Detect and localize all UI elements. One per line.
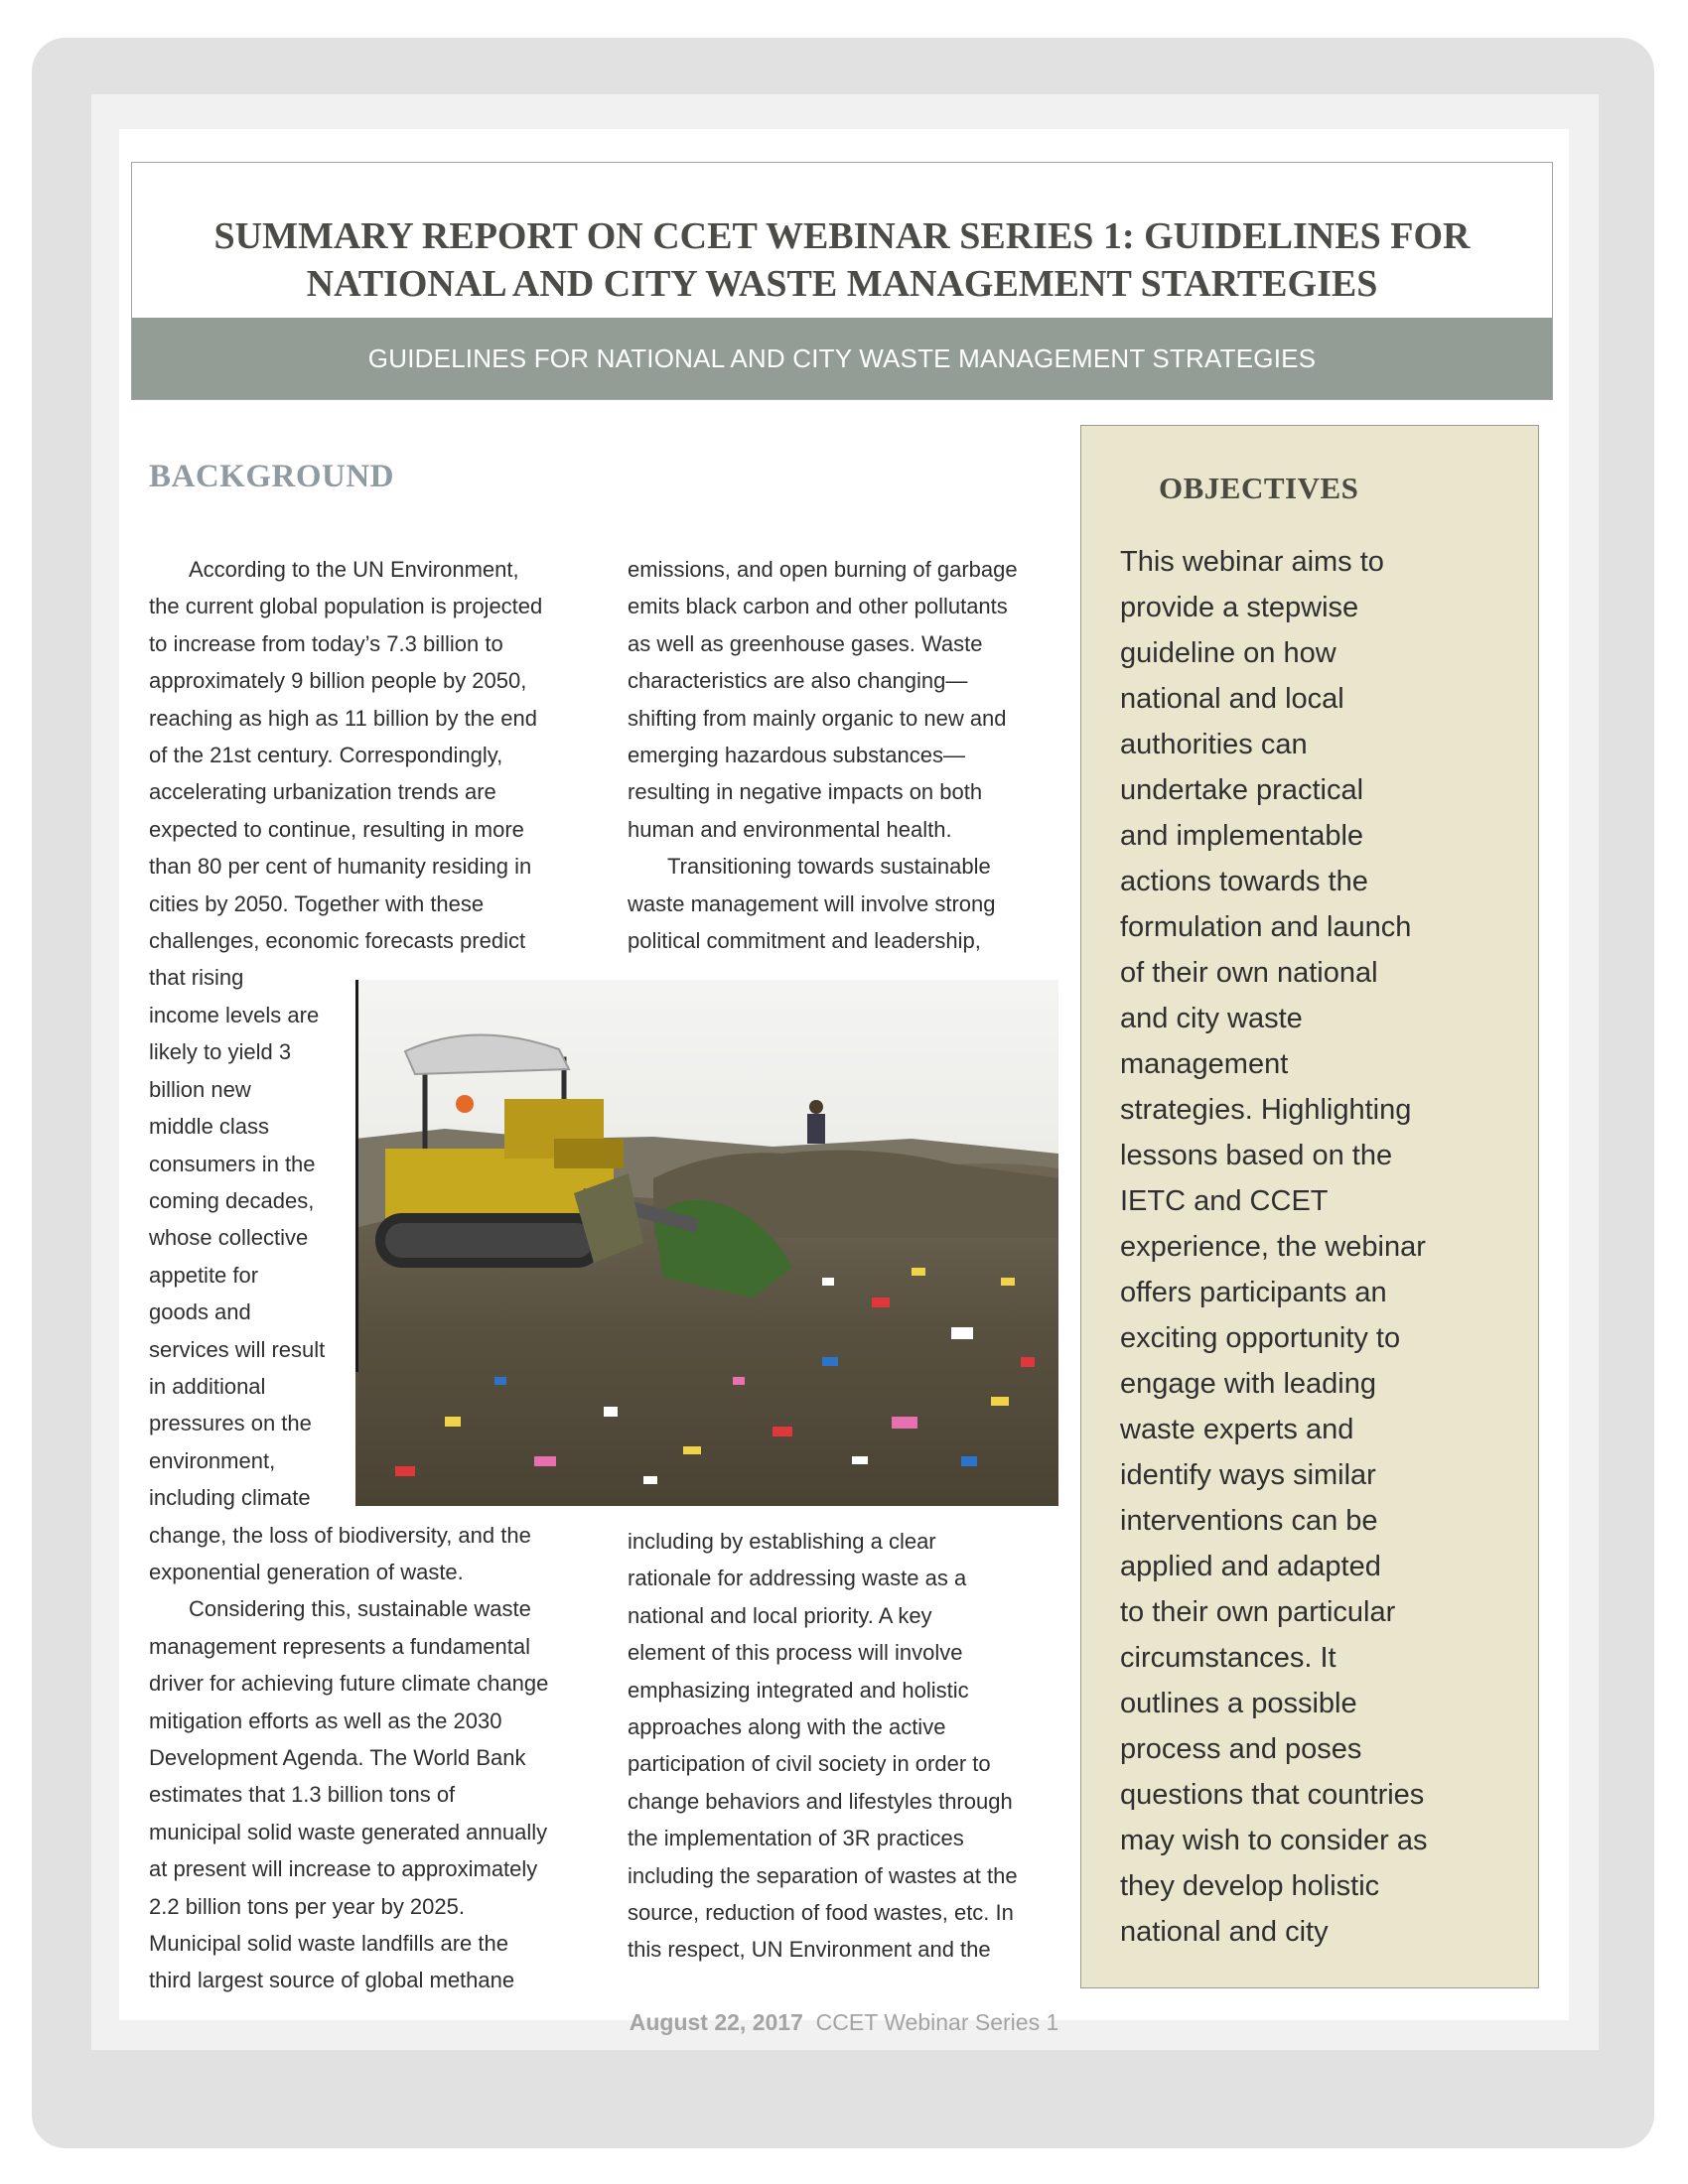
document-title: SUMMARY REPORT ON CCET WEBINAR SERIES 1: GUIDELINES FOR NATIONAL AND CITY WASTE MANAGEMENT STARTEGIES — [213, 215, 1471, 305]
text-line: process and poses — [1120, 1733, 1362, 1765]
footer-date: August 22, 2017 — [629, 2009, 803, 2035]
text-line: provide a stepwise — [1120, 592, 1359, 623]
objectives-box — [1080, 425, 1539, 1988]
text-line: coming decades, — [149, 1187, 315, 1213]
text-line: source, reduction of food wastes, etc. In — [628, 1900, 1014, 1926]
text-line: driver for achieving future climate change — [149, 1671, 549, 1697]
text-line: lessons based on the — [1120, 1140, 1393, 1171]
text-line: environment, — [149, 1447, 276, 1473]
text-line: approaches along with the active — [628, 1714, 946, 1740]
text-line: of their own national — [1120, 957, 1378, 989]
text-line: than 80 per cent of humanity residing in — [149, 854, 532, 880]
text-line: Development Agenda. The World Bank — [149, 1745, 526, 1770]
text-line: as well as greenhouse gases. Waste — [628, 630, 983, 656]
text-line: expected to continue, resulting in more — [149, 816, 524, 842]
text-line: questions that countries — [1120, 1779, 1425, 1811]
text-line: rationale for addressing waste as a — [628, 1566, 967, 1591]
text-line: at present will increase to approximately — [149, 1856, 538, 1882]
text-line: shifting from mainly organic to new and — [628, 705, 1007, 731]
text-line: and implementable — [1120, 820, 1364, 852]
photo-left-border — [355, 980, 358, 1372]
text-line: the implementation of 3R practices — [628, 1826, 964, 1851]
text-line: identify ways similar — [1120, 1459, 1376, 1491]
text-line: approximately 9 billion people by 2050, — [149, 668, 527, 694]
text-line: experience, the webinar — [1120, 1231, 1426, 1263]
text-line: to their own particular — [1120, 1596, 1396, 1628]
text-line: IETC and CCET — [1120, 1185, 1329, 1217]
text-line: According to the UN Environment, — [189, 557, 519, 582]
text-line: political commitment and leadership, — [628, 928, 981, 954]
text-line: billion new — [149, 1076, 251, 1102]
background-column-2-bottom — [628, 1523, 1064, 1969]
text-line: to increase from today’s 7.3 billion to — [149, 630, 503, 656]
text-line: Municipal solid waste landfills are the — [149, 1931, 508, 1957]
text-line: change, the loss of biodiversity, and the — [149, 1522, 531, 1548]
text-line: management — [1120, 1048, 1289, 1080]
text-line: national and local — [1120, 683, 1344, 715]
text-line: mitigation efforts as well as the 2030 — [149, 1707, 502, 1733]
text-line: third largest source of global methane — [149, 1968, 515, 1993]
text-line: consumers in the — [149, 1151, 316, 1176]
footer-series: CCET Webinar Series 1 — [815, 2009, 1059, 2035]
text-line: Transitioning towards sustainable — [667, 854, 991, 880]
text-line: emphasizing integrated and holistic — [628, 1677, 969, 1703]
text-line: engage with leading — [1120, 1368, 1376, 1400]
landfill-bulldozer-photo — [355, 980, 1058, 1506]
text-line: emissions, and open burning of garbage — [628, 557, 1018, 582]
text-line: waste experts and — [1120, 1414, 1354, 1445]
text-line: estimates that 1.3 billion tons of — [149, 1782, 456, 1808]
text-line: likely to yield 3 — [149, 1039, 292, 1065]
subtitle-band — [132, 318, 1552, 399]
background-column-2-top — [628, 551, 1064, 959]
text-line: middle class — [149, 1114, 270, 1140]
text-line: and city waste — [1120, 1003, 1303, 1034]
text-line: they develop holistic — [1120, 1870, 1380, 1902]
title-box — [131, 162, 1553, 400]
text-line: element of this process will involve — [628, 1640, 963, 1666]
text-line: appetite for — [149, 1262, 259, 1288]
text-line: emerging hazardous substances— — [628, 743, 965, 768]
text-line: human and environmental health. — [628, 816, 952, 842]
text-line: in additional — [149, 1373, 266, 1399]
text-line: emits black carbon and other pollutants — [628, 594, 1008, 619]
text-line: 2.2 billion tons per year by 2025. — [149, 1893, 465, 1919]
text-line: actions towards the — [1120, 866, 1368, 897]
text-line: municipal solid waste generated annually — [149, 1819, 548, 1844]
text-line: of the 21st century. Correspondingly, — [149, 743, 503, 768]
text-line: undertake practical — [1120, 774, 1364, 806]
document-subtitle: GUIDELINES FOR NATIONAL AND CITY WASTE MANAGEMENT STRATEGIES — [367, 342, 1317, 373]
text-line: including the separation of wastes at the — [628, 1862, 1018, 1888]
text-line: goods and — [149, 1299, 251, 1325]
text-line: This webinar aims to — [1120, 546, 1384, 578]
text-line: Considering this, sustainable waste — [189, 1596, 531, 1622]
page-footer — [0, 2009, 1688, 2036]
text-line: offers participants an — [1120, 1277, 1387, 1308]
text-line: guideline on how — [1120, 637, 1336, 669]
text-line: accelerating urbanization trends are — [149, 779, 496, 805]
text-line: income levels are — [149, 1002, 320, 1027]
text-line: including by establishing a clear — [628, 1529, 936, 1554]
text-line: pressures on the — [149, 1411, 312, 1436]
text-line: national and local priority. A key — [628, 1602, 932, 1628]
text-line: the current global population is projected — [149, 594, 543, 619]
text-line: characteristics are also changing— — [628, 668, 968, 694]
text-line: exponential generation of waste. — [149, 1559, 464, 1584]
text-line: whose collective — [149, 1225, 309, 1251]
text-line: national and city — [1120, 1916, 1329, 1948]
text-line: that rising — [149, 965, 244, 991]
text-line: formulation and launch — [1120, 911, 1412, 943]
text-line: resulting in negative impacts on both — [628, 779, 983, 805]
text-line: management represents a fundamental — [149, 1633, 531, 1659]
text-line: authorities can — [1120, 729, 1308, 760]
text-line: this respect, UN Environment and the — [628, 1937, 991, 1963]
text-line: exciting opportunity to — [1120, 1322, 1401, 1354]
text-line: interventions can be — [1120, 1505, 1378, 1537]
text-line: waste management will involve strong — [628, 890, 996, 916]
objectives-heading: OBJECTIVES — [1159, 471, 1359, 505]
text-line: circumstances. It — [1120, 1642, 1336, 1674]
text-line: strategies. Highlighting — [1120, 1094, 1412, 1126]
background-heading: BACKGROUND — [149, 459, 395, 494]
text-line: including climate — [149, 1485, 311, 1511]
text-line: participation of civil society in order to — [628, 1751, 991, 1777]
text-line: change behaviors and lifestyles through — [628, 1788, 1013, 1814]
text-line: services will result — [149, 1336, 326, 1362]
text-line: may wish to consider as — [1120, 1825, 1428, 1856]
text-line: challenges, economic forecasts predict — [149, 928, 526, 954]
text-line: applied and adapted — [1120, 1551, 1381, 1582]
text-line: outlines a possible — [1120, 1688, 1357, 1719]
text-line: cities by 2050. Together with these — [149, 890, 485, 916]
text-line: reaching as high as 11 billion by the end — [149, 705, 537, 731]
objectives-text — [1120, 539, 1537, 1955]
